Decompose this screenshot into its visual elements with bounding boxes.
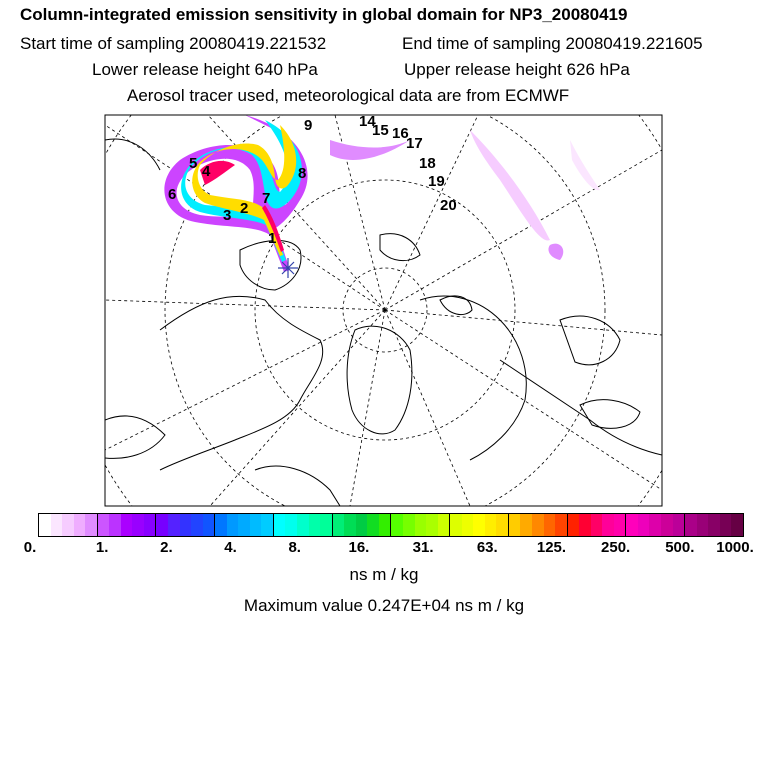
colorbar-cell bbox=[591, 514, 603, 536]
colorbar-cell bbox=[121, 514, 133, 536]
trajectory-label: 1 bbox=[268, 230, 277, 247]
colorbar-cell bbox=[285, 514, 297, 536]
colorbar-tick-label: 16. bbox=[348, 539, 370, 556]
colorbar-cell bbox=[39, 514, 51, 536]
colorbar-cell bbox=[250, 514, 262, 536]
colorbar-cell bbox=[203, 514, 216, 536]
end-time: End time of sampling 20080419.221605 bbox=[402, 34, 703, 53]
colorbar-cell bbox=[62, 514, 74, 536]
colorbar-tick-label: 4. bbox=[224, 539, 237, 556]
colorbar-cell bbox=[333, 514, 345, 536]
colorbar-tick-label: 2. bbox=[160, 539, 173, 556]
colorbar-cell bbox=[638, 514, 650, 536]
plot-title: Column-integrated emission sensitivity in global domain for NP3_20080419 bbox=[20, 5, 628, 24]
colorbar-cell bbox=[685, 514, 697, 536]
colorbar-units: ns m / kg bbox=[349, 565, 419, 584]
trajectory-label: 8 bbox=[298, 165, 307, 182]
colorbar-tick-label: 63. bbox=[476, 539, 498, 556]
colorbar-cell bbox=[297, 514, 309, 536]
colorbar-cell bbox=[51, 514, 63, 536]
trajectory-label: 9 bbox=[304, 117, 313, 134]
colorbar-cell bbox=[109, 514, 121, 536]
colorbar-cell bbox=[132, 514, 144, 536]
trajectory-label: 18 bbox=[419, 155, 436, 172]
trajectory-label: 7 bbox=[262, 190, 271, 207]
colorbar-cell bbox=[544, 514, 556, 536]
trajectory-label: 5 bbox=[189, 155, 198, 172]
colorbar-cell bbox=[708, 514, 720, 536]
colorbar-cell bbox=[532, 514, 544, 536]
colorbar-cell bbox=[238, 514, 250, 536]
colorbar-cell bbox=[215, 514, 227, 536]
trajectory-label: 4 bbox=[202, 163, 211, 180]
colorbar-cell bbox=[274, 514, 286, 536]
lower-release-height: Lower release height 640 hPa bbox=[92, 60, 318, 79]
colorbar-cell bbox=[227, 514, 239, 536]
trajectory-label: 6 bbox=[168, 186, 177, 203]
colorbar-cell bbox=[144, 514, 157, 536]
trajectory-label: 16 bbox=[392, 125, 409, 142]
trajectory-label: 19 bbox=[428, 173, 445, 190]
colorbar-cell bbox=[555, 514, 568, 536]
colorbar-tick-label: 1. bbox=[95, 539, 109, 556]
colorbar-cell bbox=[661, 514, 673, 536]
trajectory-label: 14 bbox=[359, 113, 376, 130]
colorbar-cell bbox=[85, 514, 98, 536]
colorbar-cell bbox=[473, 514, 485, 536]
upper-release-height: Upper release height 626 hPa bbox=[404, 60, 630, 79]
colorbar-tick-label: 0. bbox=[23, 539, 37, 556]
colorbar-cell bbox=[568, 514, 580, 536]
colorbar-cell bbox=[450, 514, 462, 536]
colorbar-tick-label: 8. bbox=[288, 539, 301, 556]
colorbar-cell bbox=[74, 514, 86, 536]
colorbar-cell bbox=[462, 514, 474, 536]
colorbar-cell bbox=[602, 514, 614, 536]
tracer-info: Aerosol tracer used, meteorological data are from ECMWF bbox=[127, 86, 570, 105]
colorbar-cell bbox=[496, 514, 509, 536]
colorbar-cell bbox=[356, 514, 368, 536]
colorbar-cell bbox=[520, 514, 532, 536]
colorbar-cell bbox=[320, 514, 333, 536]
colorbar-cell bbox=[673, 514, 686, 536]
trajectory-label: 2 bbox=[240, 200, 249, 217]
colorbar-cell bbox=[509, 514, 521, 536]
colorbar-cell bbox=[697, 514, 709, 536]
colorbar-cell bbox=[720, 514, 732, 536]
colorbar-cell bbox=[614, 514, 627, 536]
trajectory-label: 20 bbox=[440, 197, 457, 214]
colorbar-cell bbox=[168, 514, 180, 536]
colorbar-cell bbox=[579, 514, 591, 536]
start-time: Start time of sampling 20080419.221532 bbox=[20, 34, 327, 53]
colorbar-cell bbox=[98, 514, 110, 536]
colorbar-cell bbox=[156, 514, 168, 536]
colorbar-cell bbox=[438, 514, 451, 536]
colorbar-tick-label: 250. bbox=[601, 539, 631, 556]
maximum-value: Maximum value 0.247E+04 ns m / kg bbox=[243, 596, 525, 615]
trajectory-label: 15 bbox=[372, 122, 389, 139]
colorbar-cell bbox=[731, 514, 743, 536]
colorbar-cell bbox=[415, 514, 427, 536]
colorbar-cell bbox=[403, 514, 415, 536]
colorbar-cell bbox=[426, 514, 438, 536]
colorbar-cell bbox=[626, 514, 638, 536]
colorbar-cell bbox=[309, 514, 321, 536]
colorbar-cell bbox=[191, 514, 203, 536]
colorbar-cell bbox=[485, 514, 497, 536]
colorbar-tick-label: 31. bbox=[412, 539, 434, 556]
colorbar-cell bbox=[379, 514, 392, 536]
colorbar-cell bbox=[391, 514, 403, 536]
trajectory-label: 17 bbox=[406, 135, 423, 152]
trajectory-label: 3 bbox=[223, 207, 232, 224]
colorbar-cell bbox=[261, 514, 274, 536]
colorbar-tick-label: 500. bbox=[665, 539, 695, 556]
colorbar-cell bbox=[649, 514, 661, 536]
colorbar-tick-label: 1000. bbox=[716, 539, 754, 556]
colorbar-cell bbox=[367, 514, 379, 536]
colorbar-cell bbox=[180, 514, 192, 536]
colorbar-cell bbox=[344, 514, 356, 536]
colorbar-tick-label: 125. bbox=[536, 539, 567, 556]
colorbar bbox=[38, 513, 744, 537]
